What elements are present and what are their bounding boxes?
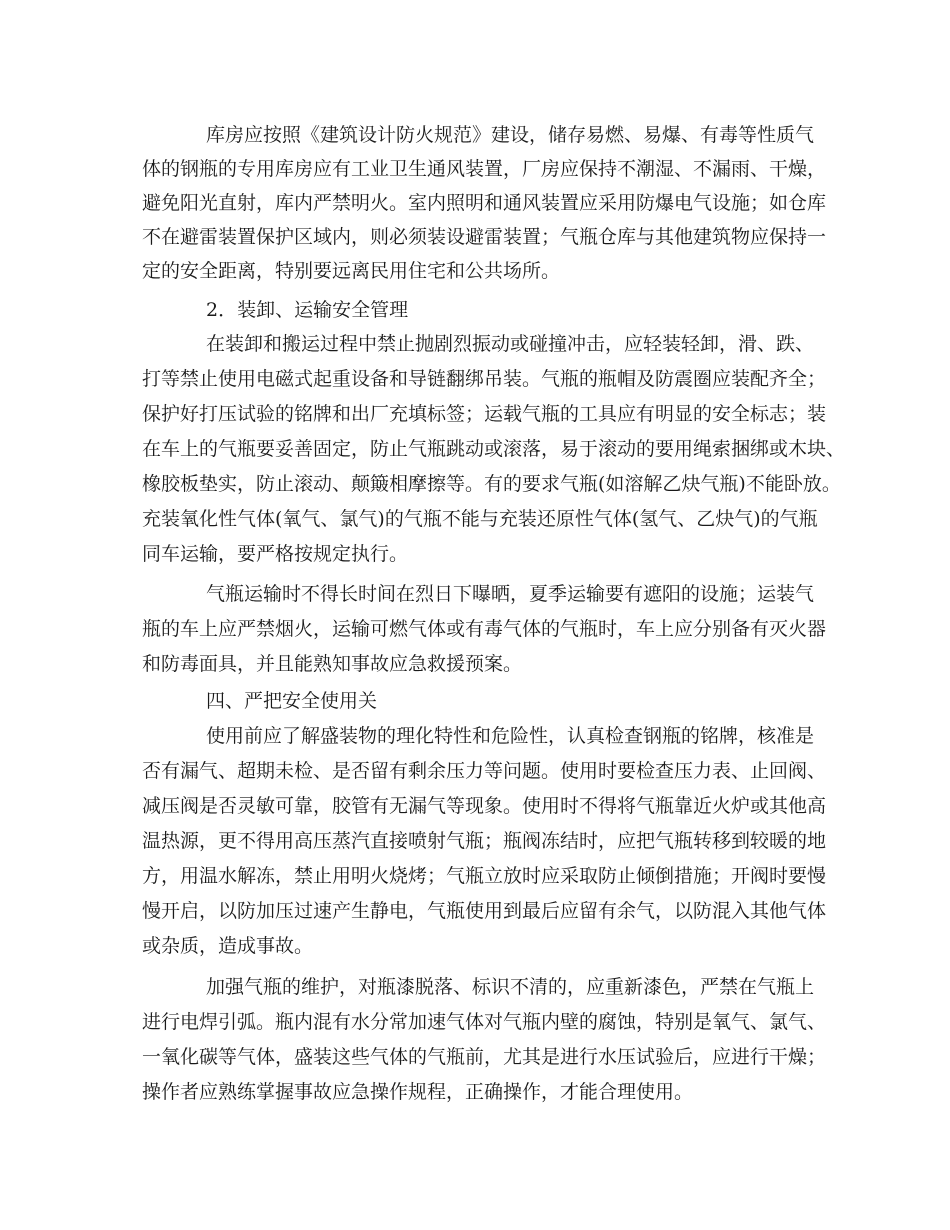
section-heading: 2．装卸、运输安全管理 — [206, 299, 409, 321]
paragraph-line: 加强气瓶的维护，对瓶漆脱落、标识不清的，应重新漆色，严禁在气瓶上 — [206, 976, 815, 998]
paragraph-line: 使用前应了解盛装物的理化特性和危险性，认真检查钢瓶的铭牌，核准是 — [206, 725, 815, 747]
paragraph-line: 温热源，更不得用高压蒸汽直接喷射气瓶；瓶阀冻结时，应把气瓶转移到较暖的地 — [142, 830, 827, 852]
paragraph-line: 充装氧化性气体(氧气、氯气)的气瓶不能与充装还原性气体(氢气、乙炔气)的气瓶 — [142, 508, 818, 530]
paragraph-line: 橡胶板垫实，防止滚动、颠簸相摩擦等。有的要求气瓶(如溶解乙炔气瓶)不能卧放。 — [142, 473, 841, 495]
paragraph-line: 在装卸和搬运过程中禁止抛剧烈振动或碰撞冲击，应轻装轻卸，滑、跌、 — [206, 333, 815, 355]
paragraph-line: 慢开启，以防加压过速产生静电，气瓶使用到最后应留有余气，以防混入其他气体 — [142, 900, 827, 922]
paragraph-line: 减压阀是否灵敏可靠，胶管有无漏气等现象。使用时不得将气瓶靠近火炉或其他高 — [142, 795, 827, 817]
paragraph-line: 打等禁止使用电磁式起重设备和导链翻绑吊装。气瓶的瓶帽及防震圈应装配齐全； — [142, 368, 827, 390]
paragraph-line: 方，用温水解冻，禁止用明火烧烤；气瓶立放时应采取防止倾倒措施；开阀时要慢 — [142, 865, 827, 887]
paragraph-line: 或杂质，造成事故。 — [142, 935, 314, 957]
paragraph-line: 库房应按照《建筑设计防火规范》建设，储存易燃、易爆、有毒等性质气 — [206, 124, 815, 146]
paragraph-line: 和防毒面具，并且能熟知事故应急救援预案。 — [142, 653, 523, 675]
paragraph-line: 保护好打压试验的铭牌和出厂充填标签；运载气瓶的工具应有明显的安全标志；装 — [142, 403, 827, 425]
paragraph-line: 进行电焊引弧。瓶内混有水分常加速气体对气瓶内壁的腐蚀，特别是氧气、氯气、 — [142, 1011, 827, 1033]
paragraph-line: 否有漏气、超期未检、是否留有剩余压力等问题。使用时要检查压力表、止回阀、 — [142, 760, 827, 782]
section-heading: 四、严把安全使用关 — [206, 690, 378, 712]
paragraph-line: 一氧化碳等气体，盛装这些气体的气瓶前，尤其是进行水压试验后，应进行干燥； — [142, 1046, 827, 1068]
paragraph-line: 体的钢瓶的专用库房应有工业卫生通风装置，厂房应保持不潮湿、不漏雨、干燥， — [142, 158, 827, 180]
paragraph-line: 气瓶运输时不得长时间在烈日下曝晒，夏季运输要有遮阳的设施；运装气 — [206, 583, 815, 605]
paragraph-line: 在车上的气瓶要妥善固定，防止气瓶跳动或滚落，易于滚动的要用绳索捆绑或木块、 — [142, 438, 846, 460]
paragraph-line: 同车运输，要严格按规定执行。 — [142, 543, 409, 565]
paragraph-line: 操作者应熟练掌握事故应急操作规程，正确操作，才能合理使用。 — [142, 1081, 694, 1103]
paragraph-line: 避免阳光直射，库内严禁明火。室内照明和通风装置应采用防爆电气设施；如仓库 — [142, 192, 827, 214]
paragraph-line: 瓶的车上应严禁烟火，运输可燃气体或有毒气体的气瓶时，车上应分别备有灭火器 — [142, 618, 827, 640]
paragraph-line: 定的安全距离，特别要远离民用住宅和公共场所。 — [142, 260, 561, 282]
paragraph-line: 不在避雷装置保护区域内，则必须装设避雷装置；气瓶仓库与其他建筑物应保持一 — [142, 226, 827, 248]
